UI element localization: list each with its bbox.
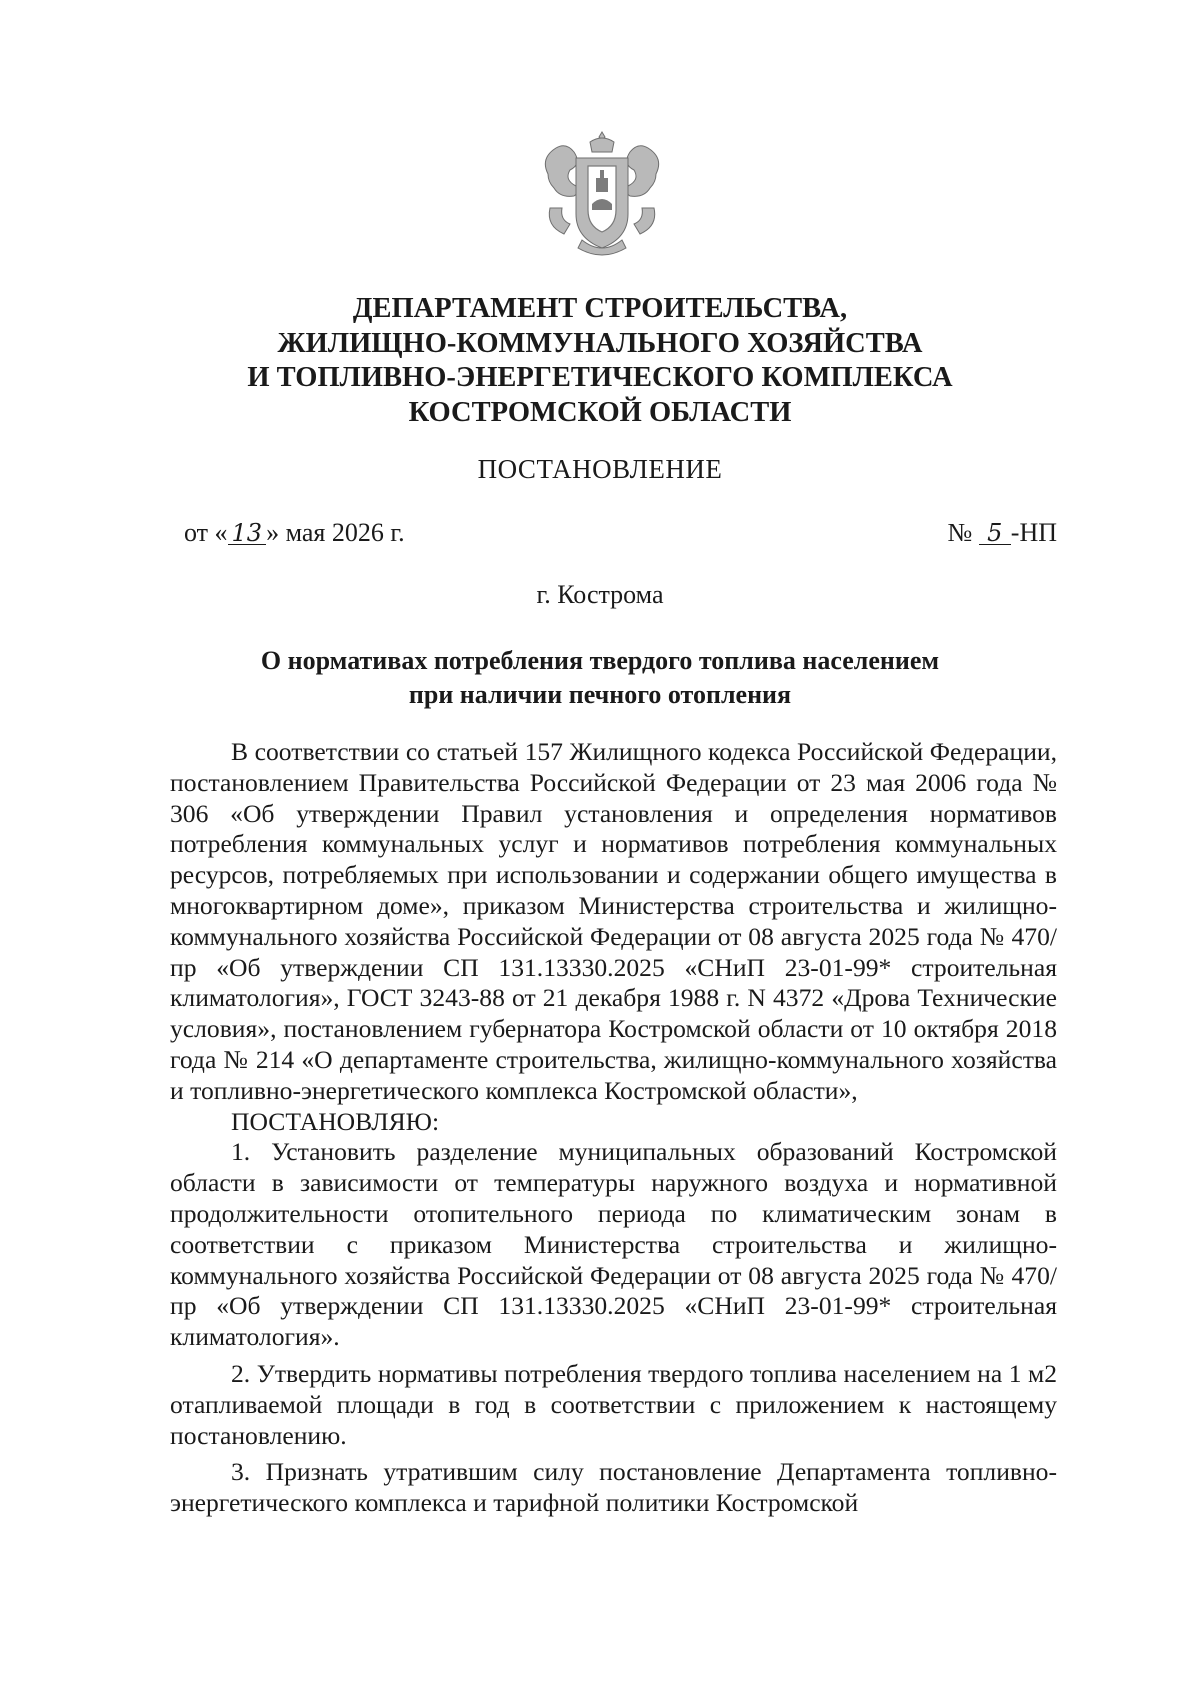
- department-name-line: КОСТРОМСКОЙ ОБЛАСТИ: [408, 396, 792, 428]
- department-name-line: И ТОПЛИВНО-ЭНЕРГЕТИЧЕСКОГО КОМПЛЕКСА: [247, 362, 953, 393]
- decree-word: ПОСТАНОВЛЯЮ:: [231, 1106, 440, 1136]
- department-name-line: ЖИЛИЩНО-КОММУНАЛЬНОГО ХОЗЯЙСТВА: [277, 327, 923, 359]
- subject-line: О нормативах потребления твердого топлива населением: [260, 646, 940, 675]
- coat-of-arms-icon: [540, 130, 664, 260]
- document-number: [947, 518, 1057, 548]
- document-subject: [170, 644, 1030, 712]
- subject-line: при наличии печного отопления: [408, 680, 792, 709]
- decree-item: 2. Утвердить нормативы потребления твердого топлива населением на 1 м2 отапливаемой площади в год в соответствии с приложением к настоящему постановлению.: [170, 1358, 1057, 1450]
- department-name: [170, 292, 1030, 430]
- department-name-line: ДЕПАРТАМЕНТ СТРОИТЕЛЬСТВА,: [352, 293, 848, 324]
- document-date: [184, 518, 405, 548]
- document-city: г. Кострома: [536, 580, 664, 609]
- date-suffix: » мая 2026 г.: [266, 518, 405, 547]
- number-prefix: №: [947, 518, 979, 547]
- handwritten-number: 5: [979, 522, 1011, 545]
- handwritten-date-day: 13: [228, 522, 267, 545]
- preamble-paragraph: В соответствии со статьей 157 Жилищного кодекса Российской Федерации, постановлением Правительства Российской Федерации от 23 мая 2006 года № 306 «Об утверждении Правил установления и определения нормативов потребления коммунальных услуг и нормативов потребления коммунальных ресурсов, потребляемых при использовании и содержании общего имущества в многоквартирном доме», приказом Министерства строительства и жилищно-коммунального хозяйства Российской Федерации от 08 августа 2025 года № 470/пр «Об утверждении СП 131.13330.2025 «СНиП 23-01-99* строительная климатология», ГОСТ 3243-88 от 21 декабря 1988 г. N 4372 «Дрова Технические условия», постановлением губернатора Костромской области от 10 октября 2018 года № 214 «О департаменте строительства, жилищно-коммунального хозяйства и топливно-энергетического комплекса Костромской области»,: [170, 737, 1057, 1105]
- decree-item: 3. Признать утратившим силу постановление Департамента топливно-энергетического комплекса и тарифной политики Костромской: [170, 1457, 1057, 1518]
- document-body: [170, 737, 1057, 1519]
- decree-item: 1. Установить разделение муниципальных образований Костромской области в зависимости от температуры наружного воздуха и нормативной продолжительности отопительного периода по климатическим зонам в соответствии с приказом Министерства строительства и жилищно-коммунального хозяйства Российской Федерации от 08 августа 2025 года № 470/пр «Об утверждении СП 131.13330.2025 «СНиП 23-01-99* строительная климатология».: [170, 1137, 1057, 1352]
- date-prefix: от «: [184, 518, 228, 547]
- number-suffix: -НП: [1010, 518, 1057, 547]
- document-type: ПОСТАНОВЛЕНИЕ: [477, 454, 723, 484]
